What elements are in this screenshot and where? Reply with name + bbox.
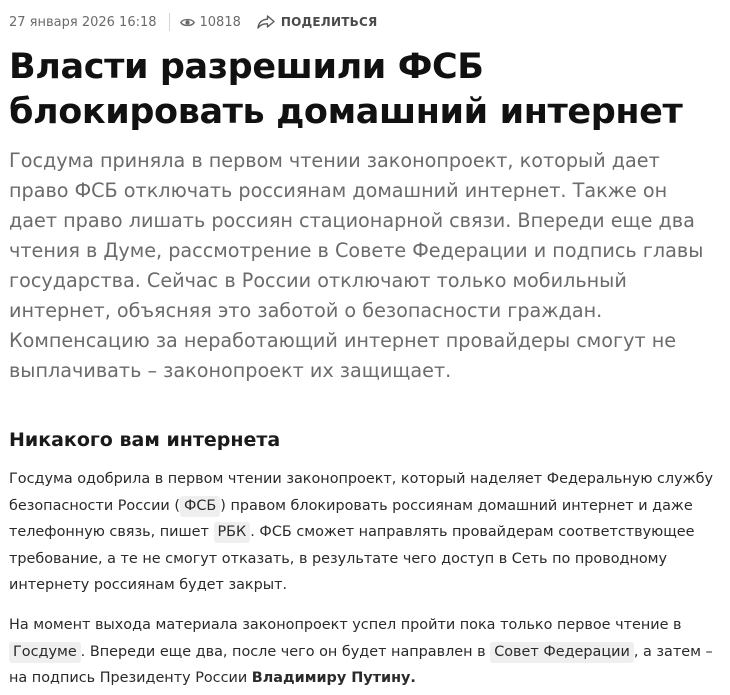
article-paragraph	[9, 612, 721, 692]
paragraph-text: Госдума одобрила в первом чтении законопроект, который наделяет Федеральную службу безопасности России (	[9, 471, 713, 514]
publish-date: 27 января 2026 16:18	[9, 14, 157, 30]
paragraph-text: . Впереди еще два, после чего он будет направлен в	[80, 643, 491, 660]
meta-divider	[169, 13, 170, 31]
tag-link-gosduma[interactable]: Госдуме	[9, 642, 81, 663]
article-title: Власти разрешили ФСБ блокировать домашний интернет	[9, 47, 683, 132]
paragraph-text: На момент выхода материала законопроект успел пройти пока только первое чтение в	[9, 617, 682, 633]
paragraph-text: , а затем – на подпись Президенту России	[9, 643, 713, 686]
paragraph-text: . ФСБ сможет направлять провайдерам соответствующее требование, а те не смогут отказать, в результате чего доступ в Сеть по проводному интернету россиянам будет закрыт.	[9, 524, 695, 593]
views-count: 10818	[199, 14, 241, 30]
tag-link-federation-council[interactable]: Совет Федерации	[490, 642, 634, 663]
tag-link-fsb[interactable]: ФСБ	[180, 496, 220, 517]
eye-icon	[180, 17, 195, 28]
section-heading: Никакого вам интернета	[9, 429, 281, 451]
tag-link-rbk[interactable]: РБК	[214, 522, 251, 543]
paragraph-text: ) правом блокировать россиянам домашний интернет и даже телефонную связь, пишет	[9, 497, 693, 540]
article-paragraph	[9, 466, 721, 599]
share-arrow-icon	[257, 15, 275, 29]
share-label: ПОДЕЛИТЬСЯ	[280, 15, 378, 29]
share-button[interactable]	[257, 15, 378, 29]
article-meta	[9, 12, 377, 32]
article-lead: Госдума приняла в первом чтении законопроект, который дает право ФСБ отключать россиянам домашний интернет. Также он дает право лишать россиян стационарной связи. Впереди еще два чтения в Думе, рассмотрение в Совете Федерации и подпись главы государства. Сейчас в России отключают только мобильный интернет, объясняя это заботой о безопасности граждан. Компенсацию за неработающий интернет провайдеры смогут не выплачивать – законопроект их защищает.	[9, 149, 704, 382]
person-name: Владимиру Путину.	[251, 670, 416, 686]
